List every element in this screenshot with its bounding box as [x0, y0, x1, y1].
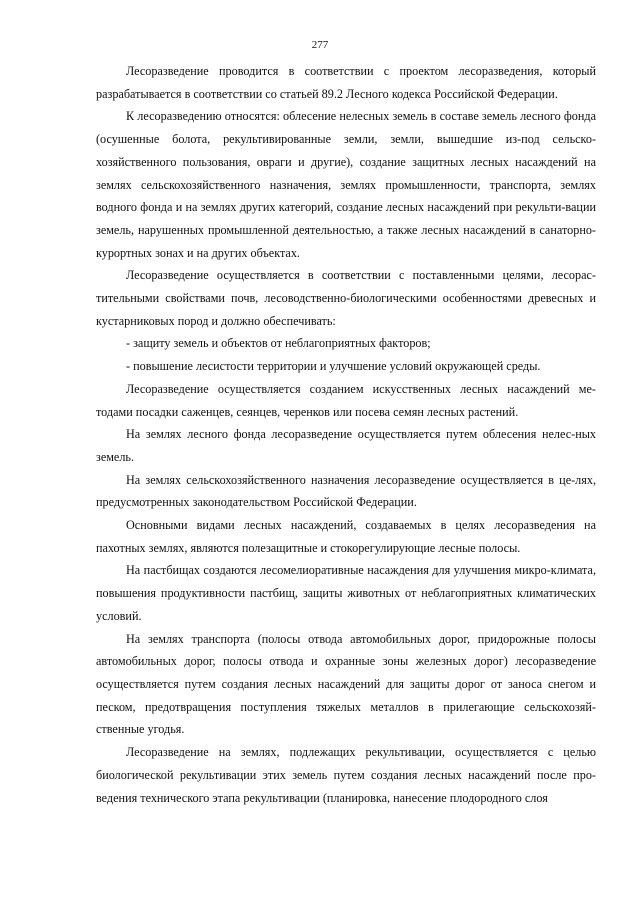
list-item: - защиту земель и объектов от неблагоприятных факторов; [126, 336, 431, 351]
paragraph: На землях транспорта (полосы отвода автомобильных дорог, придорожные полосы автомобильных дорог, полосы отвода и охранные зоны железных дорог) лесоразведение осуществляется путем создания лесных насаждений для защиты дорог от заноса снегом и песком, предотвращения поступления тяжелых металлов в прилегающие сельскохозяй-ственные угодья. [96, 631, 596, 737]
paragraph: К лесоразведению относятся: облесение нелесных земель в составе земель лесного фонда (осушенные болота, рекультивированные земли, земли, вышедшие из-под сельско-хозяйственного пользования, овраги и другие), создание защитных лесных насаждений на землях сельскохозяйственного назначения, землях промышленности, транспорта, землях водного фонда и на землях других категорий, создание лесных насаждений при рекульти-вации земель, нарушенных промышленной деятельностью, а также лесных насаждений в санаторно-курортных зонах и на других объектах. [96, 109, 596, 260]
paragraph: Основными видами лесных насаждений, создаваемых в целях лесоразведения на пахотных землях, являются полезащитные и стокорегулирующие лесные полосы. [96, 518, 596, 555]
paragraph: Лесоразведение проводится в соответствии с проектом лесоразведения, который разрабатывается в соответствии со статьей 89.2 Лесного кодекса Российской Федерации. [96, 64, 596, 101]
paragraph: Лесоразведение на землях, подлежащих рекультивации, осуществляется с целью биологической рекультивации этих земель путем создания лесных насаждений после про-ведения технического этапа рекультивации (планировка, нанесение плодородного слоя [96, 745, 596, 805]
paragraph: На землях сельскохозяйственного назначения лесоразведение осуществляется в це-лях, предусмотренных законодательством Российской Федерации. [96, 472, 596, 510]
paragraph: На землях лесного фонда лесоразведение осуществляется путем облесения нелес-ных земель. [96, 427, 596, 464]
list-item: - повышение лесистости территории и улучшение условий окружающей среды. [126, 359, 541, 374]
page-number: 277 [311, 39, 329, 51]
document-body [96, 60, 596, 809]
paragraph: На пастбищах создаются лесомелиоративные насаждения для улучшения микро-климата, повышения продуктивности пастбищ, защиты животных от неблагоприятных климатических условий. [96, 563, 596, 623]
paragraph: Лесоразведение осуществляется созданием искусственных лесных насаждений ме-тодами посадки саженцев, сеянцев, черенков или посева семян лесных растений. [96, 381, 596, 419]
paragraph: Лесоразведение осуществляется в соответствии с поставленными целями, лесорас-тительными свойствами почв, лесоводственно-биологическими особенностями древесных и кустарниковых пород и должно обеспечивать: [96, 268, 596, 328]
